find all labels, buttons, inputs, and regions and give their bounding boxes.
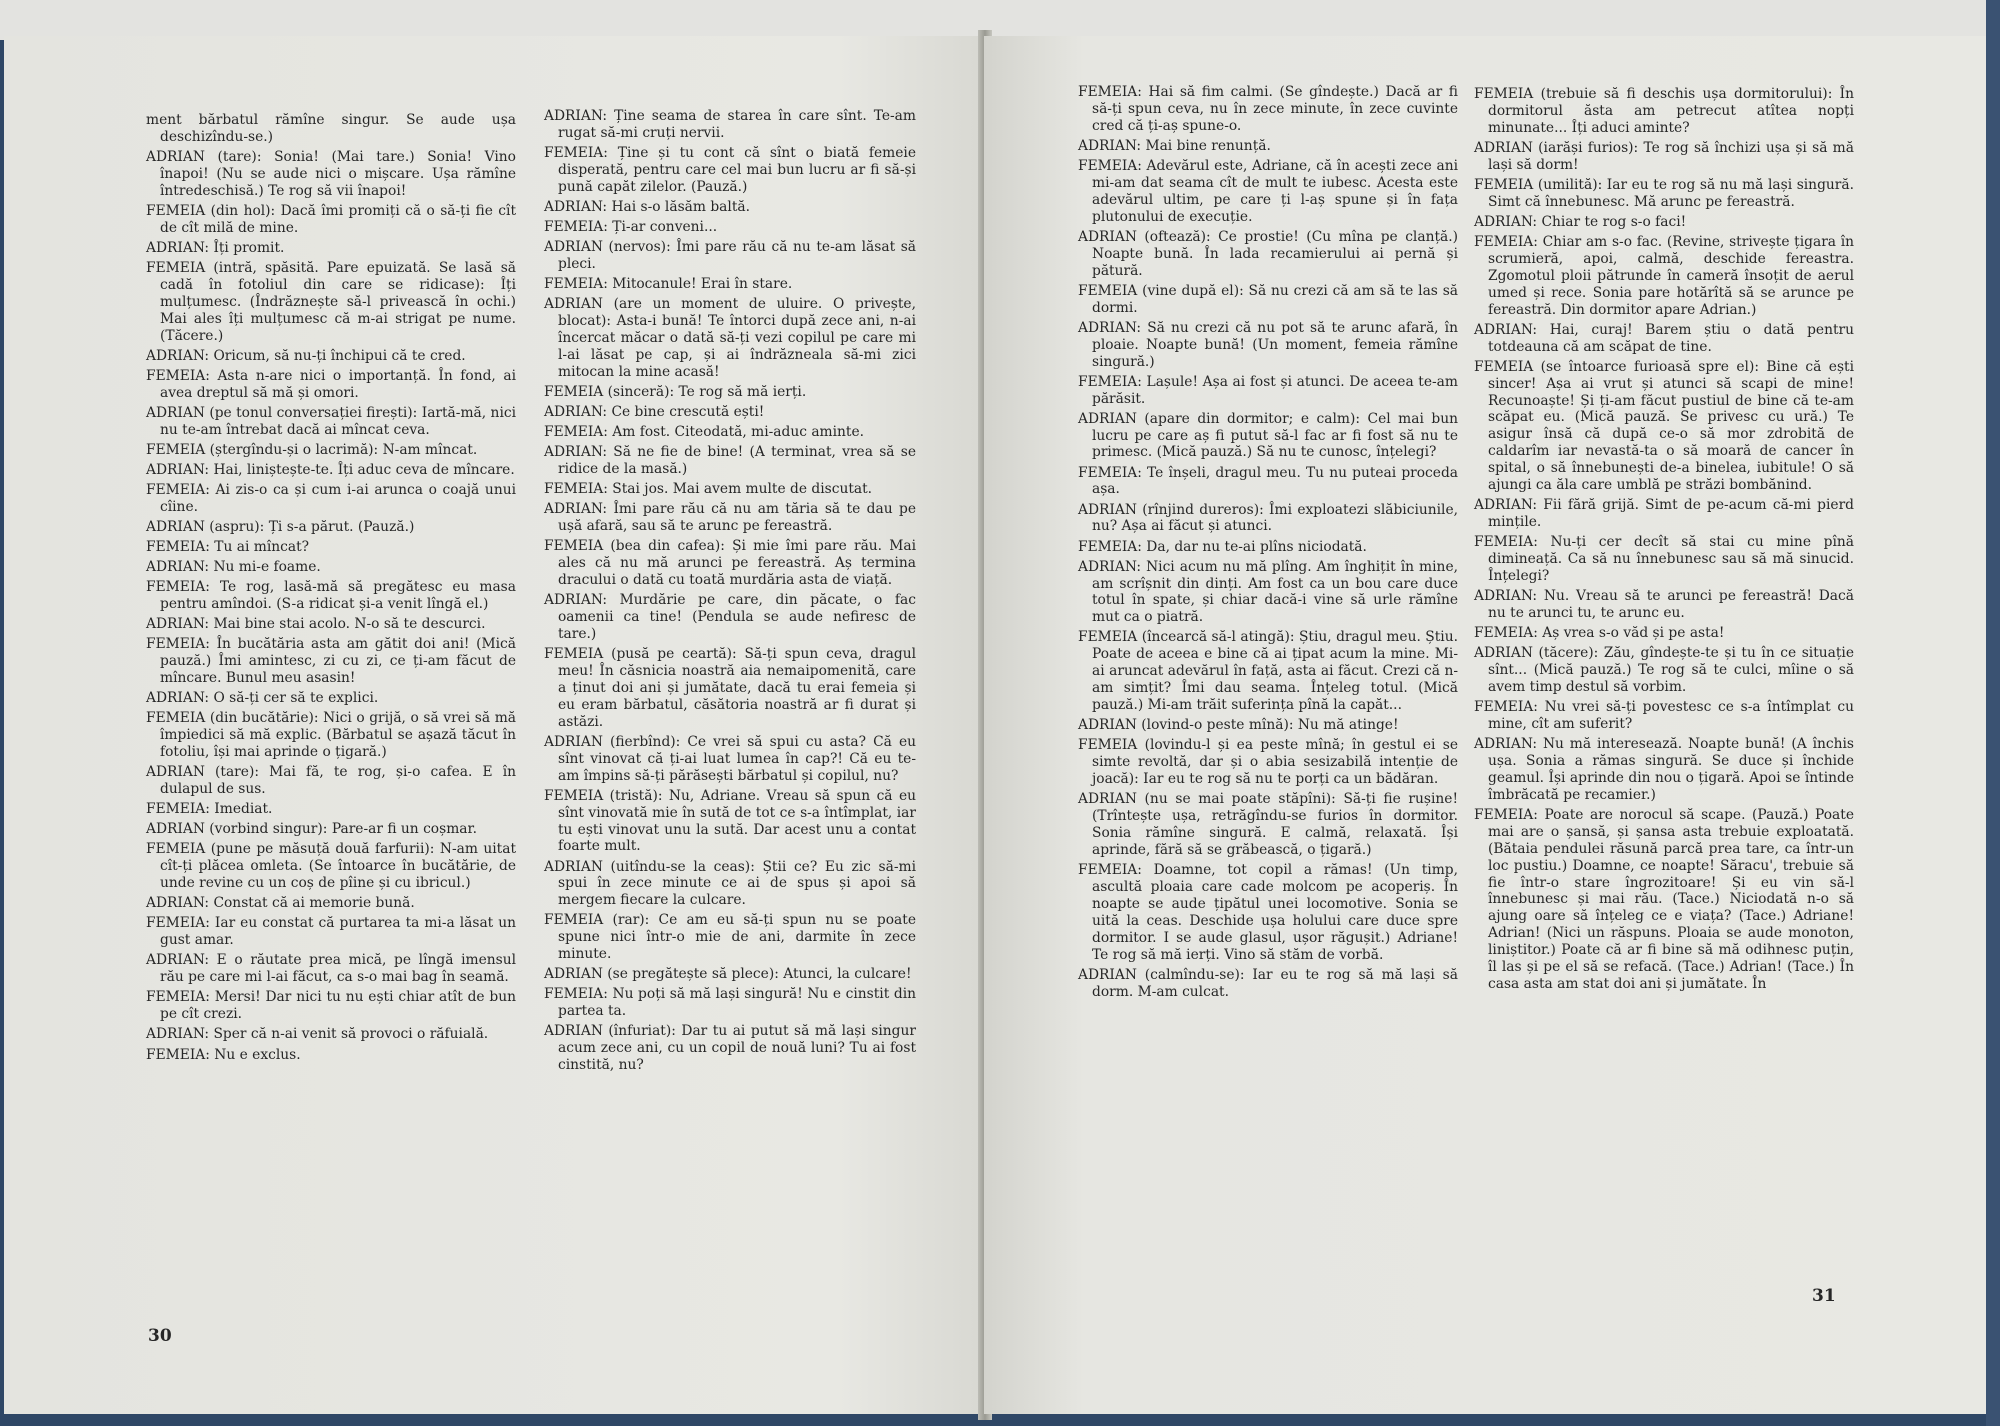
dialogue-paragraph: ADRIAN (lovind-o peste mînă): Nu mă atinge! <box>1078 717 1399 734</box>
dialogue-paragraph: FEMEIA: Poate are norocul să scape. (Pauză.) Poate mai are o șansă, și șansa asta trebuie exploatată. (Bătaia pendulei răsună parcă prea tare, ca într-un loc pustiu.) Doamne, ce noapte! Săracu', trebuie să fie într-o stare îngrozitoare! Și eu vin să-l înnebunesc și mai rău. (Tace.) Niciodată n-o să ajung oare să înțeleg ce e viața? (Tace.) Adriane! Adrian! (Nici un răspuns. Ploaia se aude monoton, liniștitor.) Poate că ar fi bine să mă odihnesc puțin, îl las și pe el să se refacă. (Tace.) Adrian! (Tace.) În casa asta am stat doi ani și jumătate. În <box>1474 806 1854 992</box>
dialogue-paragraph: ADRIAN (calmîndu-se): Iar eu te rog să mă lași să dorm. M-am culcat. <box>1078 966 1458 1000</box>
dialogue-paragraph: ADRIAN (iarăși furios): Te rog să închizi ușa și să mă lași să dorm! <box>1474 139 1854 173</box>
dialogue-paragraph: ADRIAN: Nici acum nu mă plîng. Am înghițit în mine, am scrîșnit din dinți. Am fost ca un bou care duce totul în spate, și chiar dacă-i vine să urle rămîne mut ca o piatră. <box>1078 558 1458 626</box>
book-cover-top <box>0 0 2000 40</box>
right-page <box>984 36 1986 1414</box>
dialogue-paragraph: FEMEIA: Doamne, tot copil a rămas! (Un timp, ascultă ploaia care cade molcom pe acoperiș. În noapte se aude țipătul unei locomotive. Sonia se uită la ceas. Deschide ușa holului care duce spre dormitor. I se aude glasul, ușor răgușit.) Adriane! Te rog să mă ierți. Vino să stăm de vorbă. <box>1078 861 1458 963</box>
dialogue-paragraph: FEMEIA: Imediat. <box>146 801 273 818</box>
page-number: 30 <box>148 1326 172 1346</box>
dialogue-paragraph: FEMEIA: Nu vrei să-ți povestesc ce s-a întîmplat cu mine, cît am suferit? <box>1474 699 1854 732</box>
dialogue-paragraph: ADRIAN: Constat că ai memorie bună. <box>146 895 415 912</box>
dialogue-paragraph: ADRIAN (tare): Mai fă, te rog, și-o cafea. E în dulapul de sus. <box>146 764 516 798</box>
dialogue-paragraph: ADRIAN: Oricum, să nu-ți închipui că te cred. <box>146 347 466 364</box>
dialogue-paragraph: ADRIAN: Nu. Vreau să te arunci pe fereastră! Dacă nu te arunci tu, te arunc eu. <box>1474 588 1854 621</box>
dialogue-paragraph: ADRIAN: E o răutate prea mică, pe lîngă imensul rău pe care mi l-ai făcut, ca s-o mai bag în seamă. <box>146 952 516 986</box>
dialogue-paragraph: ADRIAN: Nu mi-e foame. <box>146 559 321 576</box>
dialogue-paragraph: FEMEIA (pune pe măsuță două farfurii): N-am uitat cît-ți plăcea omleta. (Se întoarce în bucătărie, de unde revine cu un coș de pîine și cu ibricul.) <box>146 841 516 892</box>
dialogue-paragraph: FEMEIA: Hai să fim calmi. (Se gîndește.) Dacă ar fi să-ți spun ceva, nu în zece minute, în zece cuvinte cred că ți-aș spune-o. <box>1078 84 1458 134</box>
dialogue-paragraph: ADRIAN: Îmi pare rău că nu am tăria să te dau pe ușă afară, sau să te arunc pe fereastră. <box>544 501 916 535</box>
dialogue-paragraph: FEMEIA: Iar eu constat că purtarea ta mi-a lăsat un gust amar. <box>146 915 516 949</box>
left-page-column-2 <box>544 108 916 1077</box>
dialogue-paragraph: ADRIAN: Chiar te rog s-o faci! <box>1474 213 1687 230</box>
dialogue-paragraph: ADRIAN: Ce bine crescută ești! <box>544 404 765 420</box>
dialogue-paragraph: FEMEIA (bea din cafea): Și mie îmi pare rău. Mai ales că nu mă arunci pe fereastră. Aș termina dracului o dată cu toată murdăria asta de viață. <box>544 538 916 589</box>
dialogue-paragraph: FEMEIA: Adevărul este, Adriane, că în acești zece ani mi-am dat seama cît de mult te iubesc. Acesta este adevărul ultim, pe care ți l-aș spune și în fața plutonului de execuție. <box>1078 158 1458 225</box>
left-page <box>4 36 984 1414</box>
dialogue-paragraph: ADRIAN (uitîndu-se la ceas): Știi ce? Eu zic să-mi spui în zece minute ce ai de spus și apoi să mergem fiecare la culcare. <box>544 858 916 909</box>
dialogue-paragraph: ADRIAN (fierbînd): Ce vrei să spui cu asta? Că eu sînt vinovat că ți-ai luat lumea în cap?! Că eu te-am împins să-ți părăsești bărbatul și copilul, nu? <box>544 733 916 784</box>
dialogue-paragraph: ADRIAN: Mai bine renunță. <box>1078 137 1271 154</box>
dialogue-paragraph: ADRIAN: Fii fără grijă. Simt de pe-acum că-mi pierd mințile. <box>1474 497 1854 531</box>
dialogue-paragraph: FEMEIA: În bucătăria asta am gătit doi ani! (Mică pauză.) Îmi amintesc, zi cu zi, ce ți-am făcut de mîncare. Bunul meu asasin! <box>146 636 516 687</box>
dialogue-paragraph: FEMEIA: Tu ai mîncat? <box>146 539 310 556</box>
dialogue-paragraph: ADRIAN (apare din dormitor; e calm): Cel mai bun lucru pe care aș fi putut să-l fac ar fi fost să nu te primesc. (Mică pauză.) Să nu te cunosc, înțelegi? <box>1078 410 1458 461</box>
dialogue-paragraph: FEMEIA (umilită): Iar eu te rog să nu mă lași singură. Simt că înnebunesc. Mă arunc pe fereastră. <box>1474 176 1854 210</box>
dialogue-paragraph: FEMEIA: Am fost. Citeodată, mi-aduc aminte. <box>544 424 865 441</box>
right-page-column-1 <box>1078 84 1458 1004</box>
dialogue-paragraph: FEMEIA (intră, spăsită. Pare epuizată. Se lasă să cadă în fotoliul din care se ridicase): Îți mulțumesc. (Îndrăznește să-l privească în ochi.) Mai ales îți mulțumesc că m-ai strigat pe nume. (Tăcere.) <box>146 260 516 344</box>
dialogue-paragraph: ADRIAN (aspru): Ți s-a părut. (Pauză.) <box>146 519 415 535</box>
dialogue-paragraph: FEMEIA: Lașule! Așa ai fost și atunci. De aceea te-am părăsit. <box>1078 373 1458 407</box>
dialogue-paragraph: ADRIAN: Mai bine stai acolo. N-o să te descurci. <box>146 616 486 633</box>
dialogue-paragraph: FEMEIA: Te înșeli, dragul meu. Tu nu puteai proceda așa. <box>1078 464 1458 498</box>
dialogue-paragraph: FEMEIA: Chiar am s-o fac. (Revine, strivește țigara în scrumieră, apoi, calmă, deschide fereastra. Zgomotul ploii pătrunde în cameră însoțit de aerul umed și rece. Sonia pare hotărîtă să se arunce pe fereastră. Din dormitor apare Adrian.) <box>1474 234 1854 318</box>
dialogue-paragraph: ADRIAN: Sper că n-ai venit să provoci o răfuială. <box>146 1026 489 1043</box>
dialogue-paragraph: FEMEIA: Stai jos. Mai avem multe de discutat. <box>544 481 873 498</box>
page-number: 31 <box>1812 1286 1836 1306</box>
dialogue-paragraph: ADRIAN (pe tonul conversației firești): Iartă-mă, nici nu te-am întrebat dacă ai mîncat ceva. <box>146 404 516 438</box>
dialogue-paragraph: FEMEIA (încearcă să-l atingă): Știu, dragul meu. Știu. Poate de aceea e bine că ai țipat acum la mine. Mi-ai aruncat adevărul în față, asta ai făcut. Crezi că n-am simțit? Îmi dau seama. Înțeleg totul. (Mică pauză.) Mi-am trăit suferința pînă la capăt... <box>1078 629 1458 714</box>
dialogue-paragraph: FEMEIA (din bucătărie): Nici o grijă, o să vrei să mă împiedici să mă explic. (Bărbatul se așază tăcut în fotoliu, își mai aprinde o țigară.) <box>146 710 516 761</box>
dialogue-paragraph: FEMEIA: Asta n-are nici o importanță. În fond, ai avea dreptul să mă și omori. <box>146 367 516 401</box>
dialogue-paragraph: ADRIAN: Murdărie pe care, din păcate, o fac oamenii ca tine! (Pendula se aude nefiresc de tare.) <box>544 592 916 642</box>
dialogue-paragraph: ADRIAN (oftează): Ce prostie! (Cu mîna pe clanță.) Noapte bună. În lada recamierului ai pernă și pătură. <box>1078 228 1458 279</box>
dialogue-paragraph: FEMEIA: Aș vrea s-o văd și pe asta! <box>1474 625 1725 642</box>
book-cover-edge <box>1986 0 2000 1426</box>
dialogue-paragraph: ADRIAN: Să nu crezi că nu pot să te arunc afară, în ploaie. Noapte bună! (Un moment, femeia rămîne singură.) <box>1078 319 1458 370</box>
dialogue-paragraph: ADRIAN (are un moment de uluire. O privește, blocat): Asta-i bună! Te întorci după zece ani, n-ai încercat măcar o dată să-ți vezi copilul pe care mi l-ai lăsat pe cap, și ai îndrăzneala să-mi zici mitocan la mine acasă! <box>544 296 916 380</box>
dialogue-paragraph: FEMEIA (trebuie să fi deschis ușa dormitorului): În dormitorul ăsta am petrecut atîtea nopți minunate... Îți aduci aminte? <box>1474 86 1854 136</box>
dialogue-paragraph: ADRIAN (nu se mai poate stăpîni): Să-ți fie rușine! (Trîntește ușa, retrăgîndu-se furios în dormitor. Sonia rămîne singură. E calmă, relaxată. Își aprinde, fără să se grăbească, o țigară.) <box>1078 791 1458 858</box>
dialogue-paragraph: ADRIAN (înfuriat): Dar tu ai putut să mă lași singur acum zece ani, cu un copil de nouă luni? Tu ai fost cinstită, nu? <box>544 1023 916 1074</box>
dialogue-paragraph: ADRIAN: Hai, liniștește-te. Îți aduc ceva de mîncare. <box>146 461 515 478</box>
dialogue-paragraph: ADRIAN (nervos): Îmi pare rău că nu te-am lăsat să pleci. <box>544 239 916 272</box>
dialogue-paragraph: FEMEIA: Ți-ar conveni... <box>544 219 718 235</box>
dialogue-paragraph: FEMEIA: Mersi! Dar nici tu nu ești chiar atît de bun pe cît crezi. <box>146 989 516 1023</box>
dialogue-paragraph: ADRIAN (tare): Sonia! (Mai tare.) Sonia! Vino înapoi! (Nu se aude nici o mișcare. Ușa rămîne întredeschisă.) Te rog să vii înapoi! <box>146 149 516 199</box>
left-page-column-1 <box>146 112 516 1067</box>
dialogue-paragraph: FEMEIA (pusă pe ceartă): Să-ți spun ceva, dragul meu! În căsnicia noastră aia nemaipomenită, care a ținut doi ani și jumătate, dacă tu erai femeia și eu eram bărbatul, căsătoria noastră ar fi durat și astăzi. <box>544 646 916 730</box>
dialogue-paragraph: FEMEIA: Ține și tu cont că sînt o biată femeie disperată, pentru care cel mai bun lucru ar fi să-și pună capăt zilelor. (Pauză.) <box>544 145 916 195</box>
dialogue-paragraph: FEMEIA: Ai zis-o ca și cum i-ai arunca o coajă unui cîine. <box>146 482 516 515</box>
dialogue-paragraph: ADRIAN (vorbind singur): Pare-ar fi un coșmar. <box>146 821 477 838</box>
dialogue-paragraph: FEMEIA: Te rog, lasă-mă să pregătesc eu masa pentru amîndoi. (S-a ridicat și-a venit lîngă el.) <box>146 579 516 613</box>
dialogue-paragraph: FEMEIA: Mitocanule! Erai în stare. <box>544 276 793 293</box>
dialogue-paragraph: FEMEIA (lovindu-l și ea peste mînă; în gestul ei se simte revoltă, dar și o abia sesizabilă intenție de joacă): Iar eu te rog să nu te porți ca un bădăran. <box>1078 737 1458 788</box>
dialogue-paragraph: ADRIAN (tăcere): Zău, gîndește-te și tu în ce situație sînt... (Mică pauză.) Te rog să te culci, mîine o să avem timp destul să vorbim. <box>1474 645 1854 695</box>
dialogue-paragraph: FEMEIA: Nu e exclus. <box>146 1046 301 1063</box>
dialogue-paragraph: FEMEIA (rar): Ce am eu să-ți spun nu se poate spune nici într-o mie de ani, darmite în zece minute. <box>544 912 916 963</box>
dialogue-paragraph: FEMEIA: Nu-ți cer decît să stai cu mine pînă dimineață. Ca să nu înnebunesc sau să mă sinucid. Înțelegi? <box>1474 534 1854 584</box>
dialogue-paragraph: FEMEIA: Da, dar nu te-ai plîns niciodată. <box>1078 538 1367 555</box>
dialogue-paragraph: ADRIAN (se pregătește să plece): Atunci, la culcare! <box>544 966 912 983</box>
dialogue-paragraph: FEMEIA (tristă): Nu, Adriane. Vreau să spun că eu sînt vinovată mie în sută de tot ce s-a întîmplat, iar tu ești vinovat unu la sută. Dar acest unu a contat foarte mult. <box>544 787 916 855</box>
dialogue-paragraph: ADRIAN: Hai, curaj! Barem știu o dată pentru totdeauna că am scăpat de tine. <box>1474 321 1854 355</box>
dialogue-paragraph: ADRIAN: Să ne fie de bine! (A terminat, vrea să se ridice de la masă.) <box>544 444 916 478</box>
dialogue-paragraph: FEMEIA (ștergîndu-și o lacrimă): N-am mîncat. <box>146 441 478 458</box>
dialogue-paragraph: FEMEIA (se întoarce furioasă spre el): Bine că ești sincer! Așa ai vrut și atunci să scapi de mine! Recunoaște! Și ți-am făcut pustiul de bine că te-am scăpat eu. (Mică pauză. Se privesc cu ură.) Te asigur însă că după ce-o să mor zdrobită de caldarîm iar nevastă-ta o să moară de cancer în spital, o să înnebunești de-a binelea, iubitule! O să ajungi ca ăla care umblă pe străzi bombănind. <box>1474 358 1854 494</box>
dialogue-paragraph: ADRIAN (rînjind dureros): Îmi exploatezi slăbiciunile, nu? Așa ai făcut și atunci. <box>1078 501 1458 535</box>
dialogue-paragraph: FEMEIA (din hol): Dacă îmi promiți că o să-ți fie cît de cît milă de mine. <box>146 202 516 236</box>
dialogue-paragraph: FEMEIA: Nu poți să mă lași singură! Nu e cinstit din partea ta. <box>544 986 916 1020</box>
dialogue-paragraph: ADRIAN: Nu mă interesează. Noapte bună! (A închis ușa. Sonia a rămas singură. Se duce și închide geamul. Își aprinde din nou o țigară. Apoi se întinde îmbrăcată pe recamier.) <box>1474 736 1854 803</box>
dialogue-paragraph: ment bărbatul rămîne singur. Se aude ușa deschizîndu-se.) <box>146 112 516 145</box>
dialogue-paragraph: FEMEIA (sinceră): Te rog să mă ierți. <box>544 383 807 400</box>
dialogue-paragraph: ADRIAN: Ține seama de starea în care sînt. Te-am rugat să-mi cruți nervii. <box>544 108 916 141</box>
dialogue-paragraph: ADRIAN: Hai s-o lăsăm baltă. <box>544 198 750 215</box>
dialogue-paragraph: ADRIAN: O să-ți cer să te explici. <box>146 690 379 707</box>
dialogue-paragraph: ADRIAN: Îți promit. <box>146 239 285 256</box>
dialogue-paragraph: FEMEIA (vine după el): Să nu crezi că am să te las să dormi. <box>1078 282 1458 316</box>
right-page-column-2 <box>1474 86 1854 996</box>
